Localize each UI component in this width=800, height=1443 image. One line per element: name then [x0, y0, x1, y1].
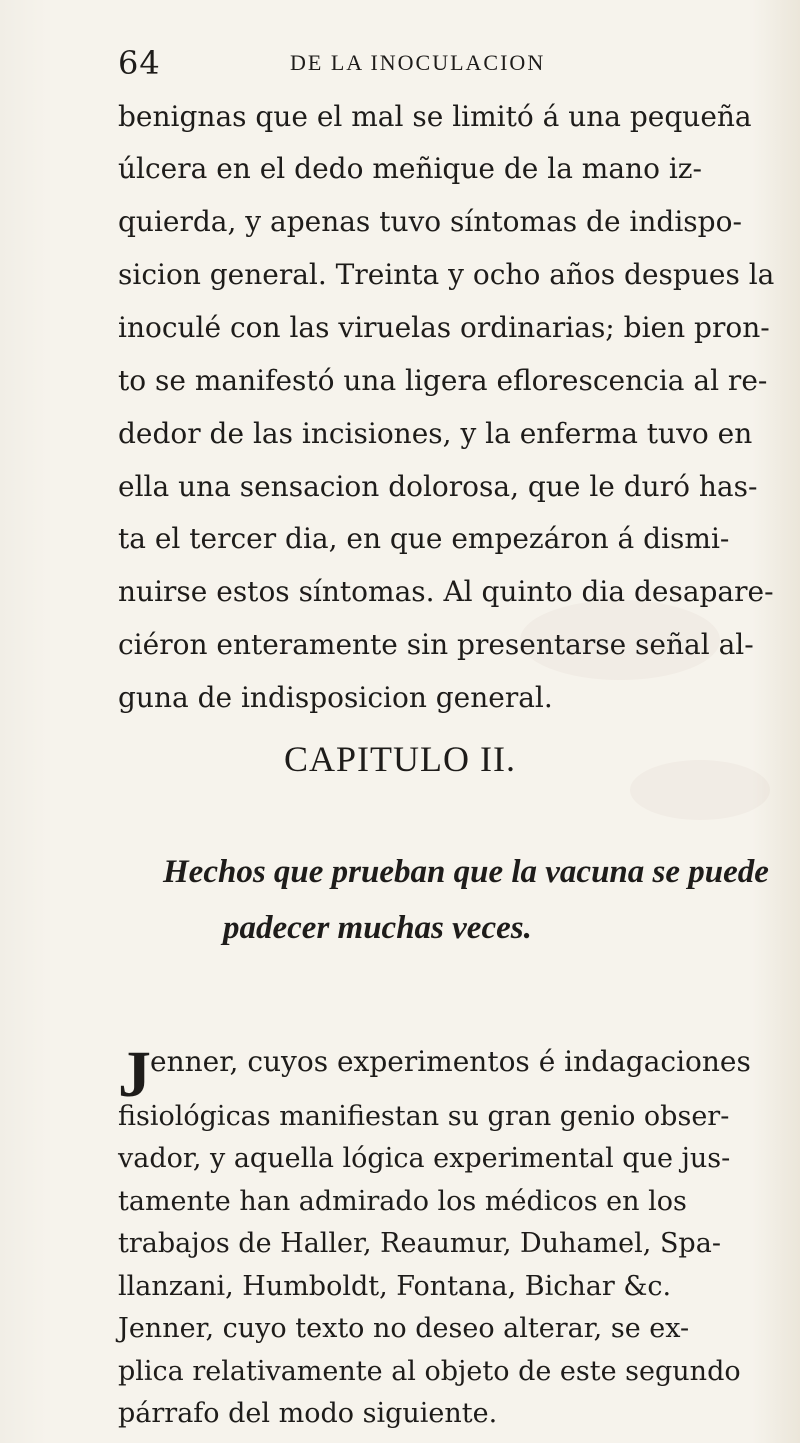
text-line: plica relativamente al objeto de este segundo: [118, 1356, 741, 1387]
text-line: Jenner, cuyo texto no deseo alterar, se ex-: [118, 1313, 690, 1344]
text-line: inoculé con las viruelas ordinarias; bien pron-: [118, 311, 770, 344]
text-line: enner, cuyos experimentos é indagaciones: [150, 1045, 751, 1078]
page-number: 64: [118, 44, 161, 82]
text-line: ciéron enteramente sin presentarse señal al-: [118, 628, 754, 661]
text-line: llanzani, Humboldt, Fontana, Bichar &c.: [118, 1271, 672, 1302]
text-line: párrafo del modo siguiente.: [118, 1398, 498, 1429]
chapter-subtitle: padecer muchas veces.: [223, 910, 532, 946]
chapter-title: CAPITULO II.: [284, 739, 516, 779]
text-line: ta el tercer dia, en que empezáron á dismi-: [118, 522, 730, 555]
text-line: sicion general. Treinta y ocho años despues la: [118, 258, 775, 291]
text-line: dedor de las incisiones, y la enferma tuvo en: [118, 417, 753, 450]
text-line: fisiológicas manifiestan su gran genio obser-: [118, 1101, 730, 1132]
text-line: guna de indisposicion general.: [118, 681, 553, 714]
text-line: trabajos de Haller, Reaumur, Duhamel, Spa-: [118, 1228, 721, 1259]
running-head: DE LA INOCULACION: [290, 50, 546, 75]
text-line: benignas que el mal se limitó á una pequeña: [118, 100, 752, 133]
text-line: úlcera en el dedo meñique de la mano iz-: [118, 152, 703, 185]
drop-cap: J: [118, 1038, 151, 1111]
text-line: ella una sensacion dolorosa, que le duró has-: [118, 470, 758, 503]
text-line: to se manifestó una ligera eflorescencia al re-: [118, 364, 768, 397]
text-line: quierda, y apenas tuvo síntomas de indispo-: [118, 205, 742, 238]
text-line: vador, y aquella lógica experimental que jus-: [118, 1143, 731, 1174]
text-line: tamente han admirado los médicos en los: [118, 1186, 687, 1217]
page-header: [118, 44, 758, 96]
chapter-subtitle: Hechos que prueban que la vacuna se puede: [163, 854, 769, 890]
text-line: nuirse estos síntomas. Al quinto dia desapare-: [118, 575, 774, 608]
